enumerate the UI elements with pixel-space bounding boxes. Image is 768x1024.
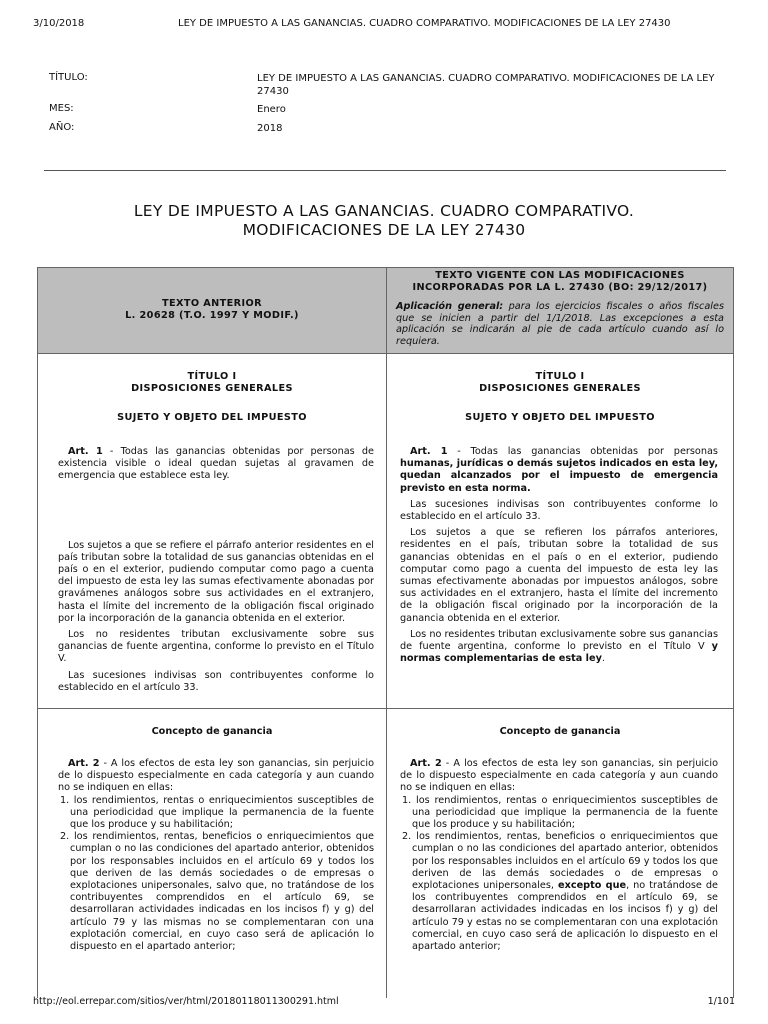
p4-text-bold: y normas complementarias de esta ley xyxy=(400,641,718,665)
column-divider xyxy=(386,268,387,998)
meta-mes-label: MES: xyxy=(49,103,74,114)
meta-anio-label: AÑO: xyxy=(49,122,75,133)
item2-text: 2. los rendimientos, rentas, beneficios o enriquecimientos que cumplan o no las condiciones del apartado anterior, obtenidos por los responsables incluidos en el artículo 69 y todos los que deriven de las demás sociedades o de empresas o explotaciones unipersonales, xyxy=(402,831,718,892)
page-number: 1/101 xyxy=(707,996,735,1007)
art-label: Art. 2 xyxy=(410,758,442,769)
document-title-line2: MODIFICACIONES DE LA LEY 27430 xyxy=(242,221,526,239)
header-right-note xyxy=(396,301,724,348)
art1-left-p3: Los no residentes tributan exclusivamente sobre sus ganancias de fuente argentina, conforme lo previsto en el Título V. xyxy=(58,629,374,665)
disposiciones-heading: DISPOSICIONES GENERALES xyxy=(131,383,293,395)
header-right-line2: INCORPORADAS POR LA L. 27430 (BO: 29/12/2017) xyxy=(412,281,708,293)
p4-text-end: . xyxy=(601,653,605,665)
art2-left xyxy=(58,758,374,953)
art1-left-p1 xyxy=(58,446,374,483)
art1-right-p2: Las sucesiones indivisas son contribuyentes conforme lo establecido en el artículo 33. xyxy=(400,498,718,523)
row-divider xyxy=(38,353,733,354)
art-text: - A los efectos de esta ley son ganancias, sin perjuicio de lo dispuesto especialmente en cada categoría y aun cuando no se indiquen en ellas: xyxy=(58,758,375,794)
art-text: - Todas las ganancias obtenidas por personas xyxy=(447,446,718,457)
art1-right-p3: Los sujetos a que se refieren los párrafos anteriores, residentes en el país, tributan sobre la totalidad de sus ganancias obtenidas en el país o en el exterior, pudiendo computar como pago a cuenta del impuesto de esta ley las sumas efectivamente abonadas por impuestos análogos, sobre sus actividades en el extranjero, hasta el límite del incremento de la obligación fiscal originado por la incorporación de la ganancia obtenida en el exterior. xyxy=(400,527,718,624)
meta-titulo-value: LEY DE IMPUESTO A LAS GANANCIAS. CUADRO COMPARATIVO. MODIFICACIONES DE LA LEY 27430 xyxy=(257,73,715,97)
meta-anio-value: 2018 xyxy=(257,123,283,134)
header-right-note-text: para los ejercicios fiscales o años fiscales que se inicien a partir del 1/1/2018. Las excepciones a esta aplicación se indicarán al pie de cada artículo cuando así lo requiera. xyxy=(396,301,725,348)
art-text-bold: humanas, jurídicas o demás sujetos indicados en esta ley, quedan alcanzados por el impuesto de emergencia previsto en esta norma. xyxy=(400,458,718,494)
print-title: LEY DE IMPUESTO A LAS GANANCIAS. CUADRO COMPARATIVO. MODIFICACIONES DE LA LEY 27430 xyxy=(178,18,671,29)
art1-left-p4: Las sucesiones indivisas son contribuyentes conforme lo establecido en el artículo 33. xyxy=(58,669,374,693)
art1-right-p1 xyxy=(400,446,718,495)
item2-text-end: , no tratándose de los contribuyentes comprendidos en el artículo 69, se desarrollaran actividades indicadas en los incisos f) y g) del artículo 79 y estas no se complementaran con una explotación comercial, en cuyo caso será de aplicación lo dispuesto en el apartado anterior; xyxy=(412,880,718,953)
header-left-line1: TEXTO ANTERIOR xyxy=(161,298,263,309)
header-right-note-label: Aplicación general: xyxy=(396,301,504,312)
concepto-heading-right: Concepto de ganancia xyxy=(499,726,621,737)
meta-titulo-label: TÍTULO: xyxy=(49,72,88,83)
sujeto-heading: SUJETO Y OBJETO DEL IMPUESTO xyxy=(117,412,307,424)
art-label: Art. 1 xyxy=(68,446,103,457)
art-label: Art. 1 xyxy=(410,446,448,457)
section1-headings-left xyxy=(48,371,376,425)
p4-text: Los no residentes tributan exclusivamente sobre sus ganancias de fuente argentina, conforme lo previsto en el Título V xyxy=(400,628,718,653)
concepto-heading-left: Concepto de ganancia xyxy=(151,726,273,737)
art-text: - Todas las ganancias obtenidas por personas de existencia visible o ideal quedan sujetas al gravamen de emergencia que establece esta ley. xyxy=(58,446,374,482)
section1-headings-right xyxy=(396,371,724,425)
art-text: - A los efectos de esta ley son ganancias, sin perjuicio de lo dispuesto especialmente en cada categoría y aun cuando no se indiquen en ellas: xyxy=(400,758,718,794)
art2-left-item2: 2. los rendimientos, rentas, beneficios o enriquecimientos que cumplan o no las condiciones del apartado anterior, obtenidos por los responsables incluidos en el artículo 69 y todos los que deriven de las demás sociedades o de empresas o explotaciones unipersonales, salvo que, no tratándose de los contribuyentes comprendidos en el artículo 69, se desarrollaran actividades indicadas en los incisos f) y g) del artículo 79 y las mismas no se complementaran con una explotación comercial, en cuyo caso será de aplicación lo dispuesto en el apartado anterior; xyxy=(60,831,374,953)
art1-right-p4 xyxy=(400,629,718,666)
comparison-table xyxy=(37,267,734,998)
row-divider xyxy=(38,708,733,709)
meta-mes-value: Enero xyxy=(257,104,286,115)
disposiciones-heading: DISPOSICIONES GENERALES xyxy=(479,383,641,395)
art1-left xyxy=(58,446,374,694)
art-label: Art. 2 xyxy=(68,758,100,769)
titulo-heading: TÍTULO I xyxy=(187,371,237,382)
print-date: 3/10/2018 xyxy=(33,18,85,29)
document-title-line1: LEY DE IMPUESTO A LAS GANANCIAS. CUADRO COMPARATIVO. xyxy=(133,202,635,220)
divider xyxy=(44,170,726,171)
art1-right xyxy=(400,446,718,665)
art1-left-p2: Los sujetos a que se refiere el párrafo anterior residentes en el país tributan sobre la totalidad de sus ganancias obtenidas en el país o en el exterior, pudiendo computar como pago a cuenta del impuesto de esta ley las sumas efectivamente abonadas por gravámenes análogos sobre sus actividades en el extranjero, hasta el límite del incremento de la obligación fiscal originado por la incorporación de la ganancia obtenida en el exterior. xyxy=(58,539,374,624)
footer-url[interactable]: http://eol.errepar.com/sitios/ver/html/20180118011300291.html xyxy=(33,996,339,1007)
header-right-line1: TEXTO VIGENTE CON LAS MODIFICACIONES xyxy=(435,270,685,281)
header-right-title xyxy=(396,270,724,293)
header-left xyxy=(48,298,376,322)
art2-right-p1 xyxy=(400,758,718,795)
header-left-line2: L. 20628 (T.O. 1997 Y MODIF.) xyxy=(125,310,299,322)
art2-left-p1 xyxy=(58,758,374,795)
art2-right xyxy=(400,758,718,953)
sujeto-heading: SUJETO Y OBJETO DEL IMPUESTO xyxy=(465,412,655,424)
art2-left-item1: 1. los rendimientos, rentas o enriquecimientos susceptibles de una periodicidad que implique la permanencia de la fuente que los produce y su habilitación; xyxy=(60,794,374,831)
art2-right-item1: 1. los rendimientos, rentas o enriquecimientos susceptibles de una periodicidad que implique la permanencia de la fuente que los produce y su habilitación; xyxy=(402,794,718,831)
item2-text-bold: excepto que xyxy=(558,880,627,892)
document-title xyxy=(0,202,768,240)
titulo-heading: TÍTULO I xyxy=(535,371,585,382)
header-right xyxy=(396,270,724,348)
art2-right-item2 xyxy=(400,831,718,953)
